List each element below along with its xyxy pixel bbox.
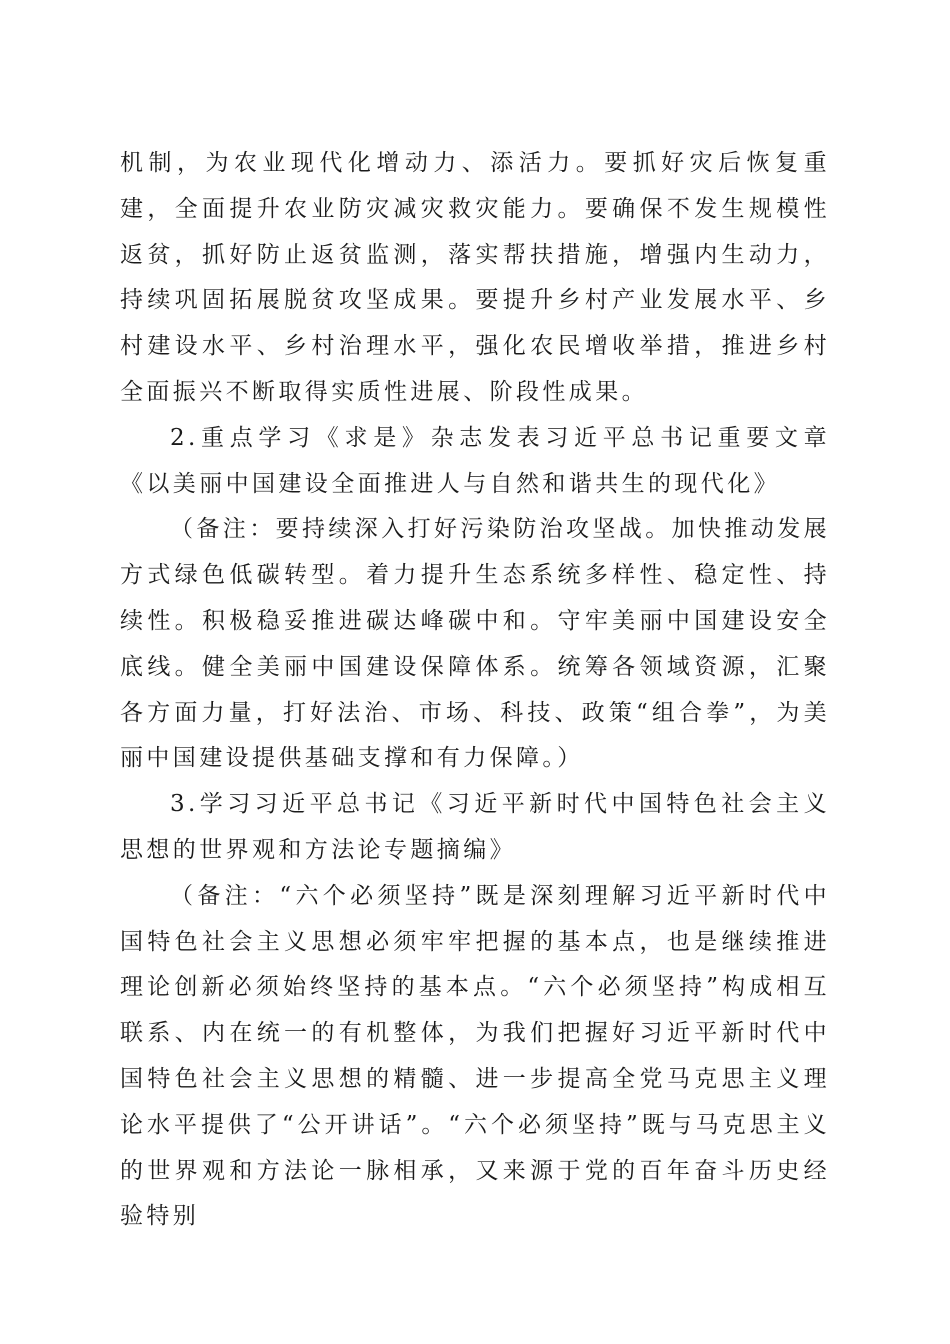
paragraph-agriculture-continuation: 机制，为农业现代化增动力、添活力。要抓好灾后恢复重建，全面提升农业防灾减灾救灾能力。要确保不发生规模性返贫，抓好防止返贫监测，落实帮扶措施，增强内生动力，持续巩固拓展脱贫攻坚成果。要提升乡村产业发展水平、乡村建设水平、乡村治理水平，强化农民增收举措，推进乡村全面振兴不断取得实质性进展、阶段性成果。 <box>120 150 830 405</box>
paragraph-note-item-2: （备注：要持续深入打好污染防治攻坚战。加快推动发展方式绿色低碳转型。着力提升生态系统多样性、稳定性、持续性。积极稳妥推进碳达峰碳中和。守牢美丽中国建设安全底线。健全美丽中国建设保障体系。统筹各领域资源，汇聚各方面力量，打好法治、市场、科技、政策“组合拳”，为美丽中国建设提供基础支撑和有力保障。） <box>120 516 830 772</box>
paragraph-study-item-3: 3.学习习近平总书记《习近平新时代中国特色社会主义思想的世界观和方法论专题摘编》 <box>120 791 830 863</box>
paragraph-note-item-3: （备注：“六个必须坚持”既是深刻理解习近平新时代中国特色社会主义思想必须牢牢把握的基本点，也是继续推进理论创新必须始终坚持的基本点。“六个必须坚持”构成相互联系、内在统一的有机整体，为我们把握好习近平新时代中国特色社会主义思想的精髓、进一步提高全党马克思主义理论水平提供了“公开讲话”。“六个必须坚持”既与马克思主义的世界观和方法论一脉相承，又来源于党的百年奋斗历史经验特别 <box>120 882 830 1230</box>
paragraph-study-item-2: 2.重点学习《求是》杂志发表习近平总书记重要文章《以美丽中国建设全面推进人与自然和谐共生的现代化》 <box>120 424 830 497</box>
document-body <box>120 141 830 1240</box>
